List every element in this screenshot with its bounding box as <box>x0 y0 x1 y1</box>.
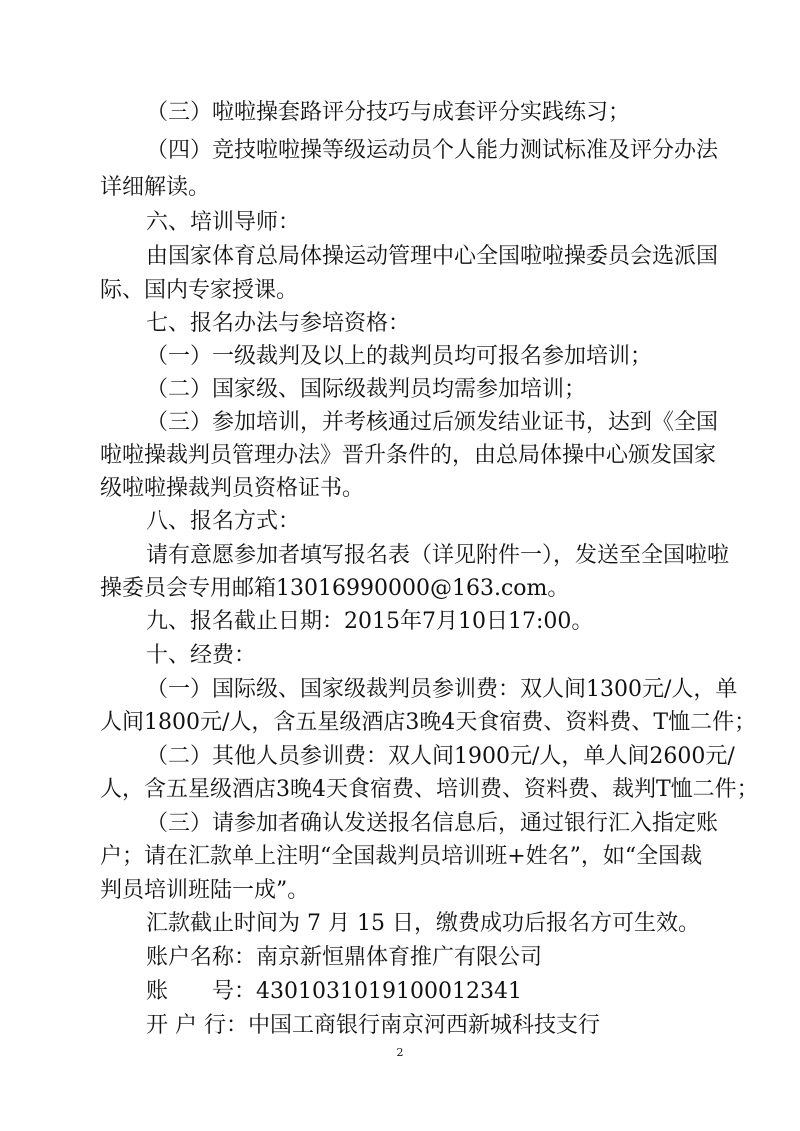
account-name-line: 账户名称：南京新恒鼎体育推广有限公司 <box>146 945 543 970</box>
section-heading: 八、报名方式： <box>146 509 301 534</box>
text-line: （四）竞技啦啦操等级运动员个人能力测试标准及评分办法 <box>146 138 719 163</box>
section-heading: 六、培训导师： <box>146 210 301 235</box>
text-line: 人，含五星级酒店3晚4天食宿费、培训费、资料费、裁判T恤二件； <box>100 777 759 802</box>
text-line: 级啦啦操裁判员资格证书。 <box>100 476 365 501</box>
text-line: 户；请在汇款单上注明“全国裁判员培训班+姓名”，如“全国裁 <box>100 844 703 869</box>
text-line: （二）其他人员参训费：双人间1900元/人，单人间2600元/ <box>146 744 735 769</box>
text-line: （二）国家级、国际级裁判员均需参加培训； <box>146 377 587 402</box>
section-heading: 十、经费： <box>146 643 257 668</box>
page-number: 2 <box>396 1046 404 1059</box>
account-number-line: 账 号：4301031019100012341 <box>146 979 522 1004</box>
section-heading: 七、报名办法与参培资格： <box>146 311 411 336</box>
text-line: 详细解读。 <box>100 175 211 200</box>
text-line: 啦啦操裁判员管理办法》晋升条件的，由总局体操中心颁发国家 <box>100 443 717 468</box>
text-line: （三）啦啦操套路评分技巧与成套评分实践练习； <box>146 100 631 125</box>
text-line: 际、国内专家授课。 <box>100 278 299 303</box>
text-line: （一）一级裁判及以上的裁判员均可报名参加培训； <box>146 344 653 369</box>
text-line: 由国家体育总局体操运动管理中心全国啦啦操委员会选派国 <box>146 244 719 269</box>
text-line: 操委员会专用邮箱13016990000@163.com。 <box>100 576 570 601</box>
text-line: （一）国际级、国家级裁判员参训费：双人间1300元/人，单 <box>146 677 738 702</box>
text-line: 汇款截止时间为 7 月 15 日，缴费成功后报名方可生效。 <box>146 911 700 936</box>
text-line: 请有意愿参加者填写报名表（详见附件一），发送至全国啦啦 <box>146 543 730 568</box>
text-line: 人间1800元/人，含五星级酒店3晚4天食宿费、资料费、T恤二件； <box>100 710 757 735</box>
section-heading: 九、报名截止日期：2015年7月10日17:00。 <box>146 609 594 634</box>
text-line: （三）请参加者确认发送报名信息后，通过银行汇入指定账 <box>146 811 719 836</box>
text-line: （三）参加培训，并考核通过后颁发结业证书，达到《全国 <box>146 410 719 435</box>
text-line: 判员培训班陆一成”。 <box>100 878 310 903</box>
bank-line: 开 户 行：中国工商银行南京河西新城科技支行 <box>146 1013 600 1038</box>
